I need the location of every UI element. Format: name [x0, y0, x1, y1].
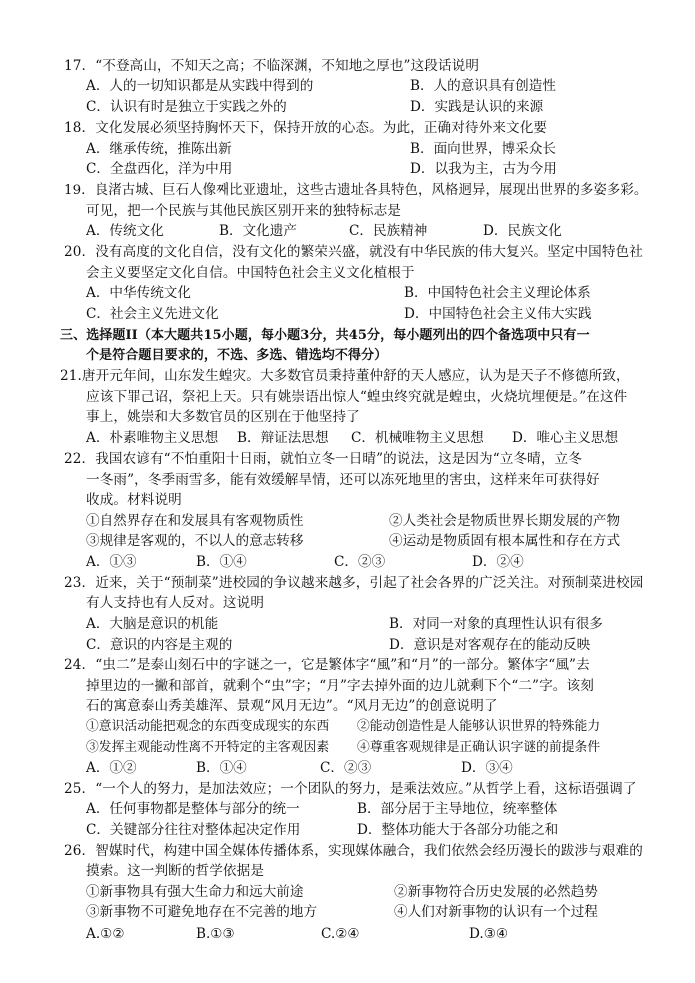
question-19-stem-line2: 可见，把一个民族与其他民族区别开来的独特标志是 [86, 203, 401, 219]
q20-option-a[interactable]: A．中华传统文化 [86, 285, 191, 301]
question-25-stem: 25．“一个人的努力，是加法效应；一个团队的努力，是乘法效应。”从哲学上看，这标语强调了 [64, 781, 637, 797]
q26-option-b[interactable]: B.①③ [196, 926, 235, 942]
q22-option-c[interactable]: C．②③ [334, 554, 386, 570]
section-3-heading: 三、选择题II（本大题共15小题，每小题3分，共45分，每小题列出的四个备选项中只有一 [60, 328, 590, 343]
q23-option-b[interactable]: B．对同一对象的真理性认识有很多 [389, 616, 603, 632]
q22-item-3: ③规律是客观的，不以人的意志转移 [86, 533, 304, 549]
q18-option-a[interactable]: A．继承传统，推陈出新 [86, 141, 232, 157]
q21-option-d[interactable]: D．唯心主义思想 [512, 430, 619, 446]
question-20-stem: 20．没有高度的文化自信，没有文化的繁荣兴盛，就没有中华民族的伟大复兴。坚定中国特色社 [64, 244, 643, 260]
q26-option-d[interactable]: D.③④ [469, 926, 509, 942]
question-26-stem-line2: 摸索。这一判断的哲学依据是 [86, 863, 265, 879]
q17-option-b[interactable]: B．人的意识具有创造性 [410, 78, 556, 94]
question-19-stem: 19．良渚古城、巨石人像째比亚遗址，这些古遗址各具特色，风格迥异，展现出世界的多姿多彩。 [64, 183, 648, 198]
q25-option-d[interactable]: D．整体功能大于各部分功能之和 [357, 822, 559, 838]
q22-item-2: ②人类社会是物质世界长期发展的产物 [389, 513, 621, 529]
q22-option-d[interactable]: D．②④ [472, 554, 524, 570]
q21-option-c[interactable]: C．机械唯物主义思想 [351, 430, 484, 446]
q19-option-d[interactable]: D．民族文化 [483, 223, 562, 239]
q17-option-c[interactable]: C．认识有时是独立于实践之外的 [86, 99, 287, 115]
question-21-stem-line2: 应该下罪己诏，祭祀上天。只有姚崇语出惊人“蝗虫终究就是蝗虫，火烧坑埋便是。”在这件 [86, 389, 628, 405]
question-21-stem-line3: 事上，姚崇和大多数官员的区别在于他坚持了 [86, 409, 360, 425]
question-23-stem-line2: 有人支持也有人反对。这说明 [86, 595, 265, 611]
q26-item-2: ②新事物符合历史发展的必然趋势 [394, 884, 598, 900]
q19-option-c[interactable]: C．民族精神 [349, 223, 428, 239]
q25-option-a[interactable]: A．任何事物都是整体与部分的统一 [86, 801, 300, 817]
question-23-stem: 23．近来，关于“预制菜”进校园的争议越来越多，引起了社会各界的广泛关注。对预制菜进校园 [64, 575, 644, 591]
q17-option-d[interactable]: D．实践是认识的来源 [410, 99, 544, 115]
question-24-stem-line2: 掉里边的一撇和部首，就剩个“虫”字；“月”字去掉外面的边儿就剩下个“二”字。该刻 [86, 678, 594, 694]
question-24-stem-line3: 石的寓意泰山秀美雄浑、景观“风月无边”。“风月无边”的创意说明了 [86, 698, 498, 714]
q26-option-c[interactable]: C.②④ [321, 926, 360, 942]
q21-option-b[interactable]: B．辩证法思想 [237, 430, 329, 446]
q20-option-b[interactable]: B．中国特色社会主义理论体系 [404, 285, 591, 301]
q22-option-a[interactable]: A．①③ [86, 554, 137, 570]
q24-item-4: ④尊重客观规律是正确认识字谜的前提条件 [357, 740, 601, 755]
question-22-stem: 22．我国农谚有“不怕重阳十日雨，就怕立冬一日晴”的说法，这是因为“立冬晴，立冬 [64, 451, 582, 467]
question-26-stem: 26．智媒时代，构建中国全媒体传播体系，实现媒体融合，我们依然会经历漫长的跋涉与艰难的 [64, 843, 643, 859]
q18-option-c[interactable]: C．全盘西化，洋为中用 [86, 161, 233, 177]
q19-option-a[interactable]: A．传统文化 [86, 223, 164, 239]
q24-option-c[interactable]: C．②③ [320, 760, 372, 776]
question-20-stem-line2: 会主义要坚定文化自信。中国特色社会主义文化植根于 [86, 265, 415, 281]
question-22-stem-line3: 收成。材料说明 [86, 492, 182, 508]
q25-option-c[interactable]: C．关键部分往往对整体起决定作用 [86, 822, 301, 838]
q26-item-3: ③新事物不可避免地存在不完善的地方 [86, 904, 318, 920]
q23-option-a[interactable]: A．大脑是意识的机能 [86, 616, 219, 632]
section-3-heading-line2: 个是符合题目要求的，不选、多选、错选均不得分） [86, 348, 388, 363]
question-18-stem: 18．文化发展必须坚持胸怀天下，保持开放的心态。为此，正确对待外来文化要 [64, 120, 548, 136]
question-22-stem-line2: 一冬雨”，冬季雨雪多，能有效缓解旱情，还可以冻死地里的害虫，这样来年可获得好 [86, 472, 600, 488]
q19-option-b[interactable]: B．文化遗产 [219, 223, 297, 239]
q24-item-3: ③发挥主观能动性离不开特定的主客观因素 [86, 740, 330, 755]
q24-item-2: ②能动创造性是人能够认识世界的特殊能力 [357, 719, 601, 734]
q25-option-b[interactable]: B．部分居于主导地位，统率整体 [357, 801, 558, 817]
question-21-stem: 21.唐开元年间，山东发生蝗灾。大多数官员秉持董仲舒的天人感应，认为是天子不修德所致， [60, 368, 630, 384]
q24-option-d[interactable]: D．③④ [461, 760, 513, 776]
question-24-stem: 24．“虫二”是泰山刻石中的字谜之一，它是繁体字“風”和“月”的一部分。繁体字“風”去 [64, 657, 590, 673]
q24-option-a[interactable]: A．①② [86, 760, 137, 776]
q23-option-c[interactable]: C．意识的内容是主观的 [86, 637, 233, 653]
q18-option-b[interactable]: B．面向世界，博采众长 [410, 141, 556, 157]
q21-option-a[interactable]: A．朴素唯物主义思想 [86, 430, 219, 446]
q22-option-b[interactable]: B．①④ [196, 554, 247, 570]
q20-option-d[interactable]: D．中国特色社会主义伟大实践 [404, 306, 592, 322]
q24-option-b[interactable]: B．①④ [196, 760, 247, 776]
q23-option-d[interactable]: D．意识是对客观存在的能动反映 [389, 637, 591, 653]
q26-item-1: ①新事物具有强大生命力和远大前途 [86, 884, 304, 900]
q20-option-c[interactable]: C．社会主义先进文化 [86, 306, 219, 322]
question-17-stem: 17．“不登高山，不知天之高；不临深渊，不知地之厚也”这段话说明 [64, 58, 480, 74]
q26-option-a[interactable]: A.①② [86, 926, 125, 942]
q22-item-1: ①自然界存在和发展具有客观物质性 [86, 513, 304, 529]
q22-item-4: ④运动是物质固有根本属性和存在方式 [389, 533, 621, 549]
q26-item-4: ④人们对新事物的认识有一个过程 [394, 904, 598, 920]
q18-option-d[interactable]: D．以我为主，古为今用 [410, 161, 557, 177]
q24-item-1: ①意识活动能把观念的东西变成现实的东西 [86, 719, 330, 734]
q17-option-a[interactable]: A．人的一切知识都是从实践中得到的 [86, 78, 314, 94]
